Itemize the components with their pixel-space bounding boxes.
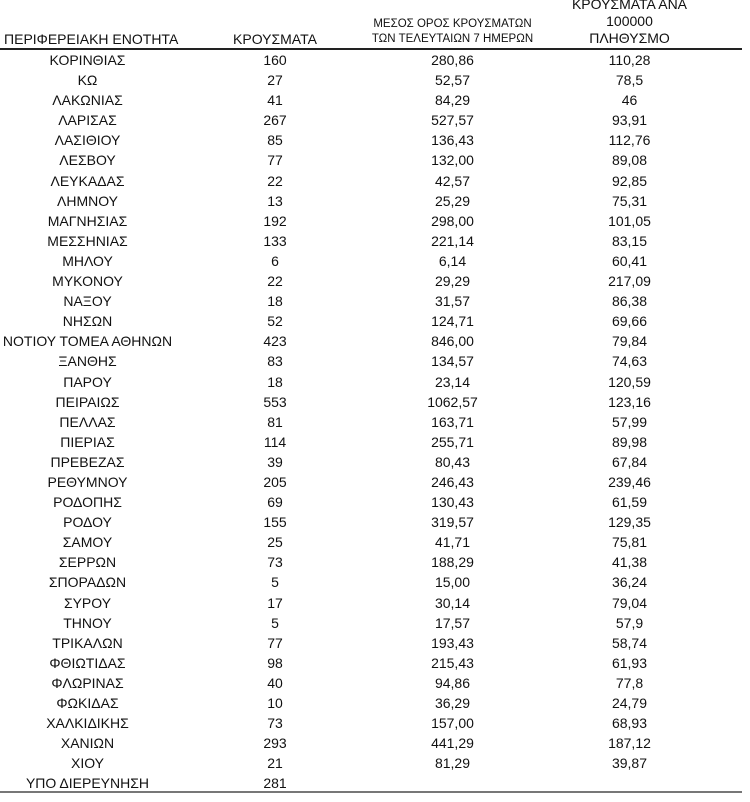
cell-avg7: 846,00 (431, 333, 474, 350)
cell-per100k: 46 (621, 92, 638, 109)
cell-per100k: 110,28 (608, 52, 651, 68)
table-row (0, 432, 742, 452)
table-row (0, 512, 742, 532)
table-row (0, 90, 742, 110)
cell-region: ΛΑΚΩΝΙΑΣ (52, 92, 123, 109)
cell-per100k: 78,5 (615, 72, 644, 89)
cell-avg7: 15,00 (434, 574, 471, 591)
cell-per100k: 61,93 (611, 654, 648, 671)
cell-region: ΥΠΟ ΔΙΕΡΕΥΝΗΣΗ (25, 775, 150, 792)
cell-cases: 18 (267, 373, 283, 390)
cell-region: ΦΩΚΙΔΑΣ (56, 695, 119, 711)
cell-avg7: 31,57 (434, 293, 471, 310)
cell-avg7: 84,29 (434, 92, 471, 109)
cell-per100k: 89,08 (611, 152, 648, 169)
cell-region: ΚΟΡΙΝΘΙΑΣ (49, 52, 126, 68)
cell-avg7: 163,71 (431, 413, 474, 430)
cell-cases: 5 (271, 614, 279, 631)
table-row (0, 110, 742, 130)
cell-region: ΡΟΔΟΠΗΣ (53, 494, 122, 511)
cell-per100k: 77,8 (615, 674, 644, 691)
cell-region: ΛΕΣΒΟΥ (59, 152, 116, 169)
cell-cases: 10 (267, 695, 283, 711)
cell-per100k: 41,38 (611, 554, 648, 571)
cell-avg7: 6,14 (438, 252, 467, 269)
cell-per100k: 239,46 (608, 473, 651, 490)
cell-cases: 52 (267, 313, 283, 330)
cell-region: ΧΑΛΚΙΔΙΚΗΣ (46, 715, 129, 732)
header-region (0, 31, 179, 47)
cell-cases: 81 (267, 413, 283, 430)
table-row (0, 653, 742, 673)
cell-region: ΦΛΩΡΙΝΑΣ (51, 674, 124, 691)
cell-cases: 40 (267, 674, 283, 691)
cell-avg7: 36,29 (434, 695, 471, 711)
cell-per100k: 86,38 (611, 293, 648, 310)
header-region-label: ΠΕΡΙΦΕΡΕΙΑΚΗ ΕΝΟΤΗΤΑ (4, 31, 179, 47)
cell-region: ΣΑΜΟΥ (62, 534, 113, 551)
cell-cases: 98 (267, 654, 283, 671)
cell-per100k: 75,81 (611, 534, 648, 551)
header-avg7-line1: ΜΕΣΟΣ ΟΡΟΣ ΚΡΟΥΣΜΑΤΩΝ (373, 18, 532, 30)
cell-region: ΛΑΡΙΣΑΣ (58, 112, 117, 129)
cell-avg7: 298,00 (431, 212, 474, 229)
cell-cases: 41 (267, 92, 283, 109)
table-row (0, 392, 742, 412)
cell-cases: 22 (267, 172, 283, 189)
cell-avg7: 17,57 (434, 614, 471, 631)
table-row (0, 452, 742, 472)
table-row (0, 271, 742, 291)
cell-cases: 293 (263, 735, 287, 752)
cell-avg7: 130,43 (431, 494, 474, 511)
table-row (0, 593, 742, 613)
cell-per100k: 67,84 (611, 453, 648, 470)
table-row (0, 673, 742, 693)
cell-cases: 192 (263, 212, 287, 229)
cell-avg7: 157,00 (431, 715, 474, 732)
cell-per100k: 74,63 (611, 353, 648, 370)
cell-avg7: 42,57 (434, 172, 471, 189)
cell-avg7: 30,14 (434, 594, 471, 611)
table-row (0, 372, 742, 392)
cell-cases: 281 (263, 775, 287, 792)
cell-per100k: 187,12 (608, 735, 651, 752)
cell-cases: 205 (263, 473, 287, 490)
cell-region: ΝΑΞΟΥ (63, 293, 112, 310)
cell-per100k: 83,15 (611, 232, 648, 249)
cell-per100k: 123,16 (608, 393, 651, 410)
cell-per100k: 60,41 (611, 252, 648, 269)
cell-region: ΡΕΘΥΜΝΟΥ (47, 473, 128, 490)
cell-avg7: 1062,57 (427, 393, 478, 410)
table-row (0, 251, 742, 271)
cell-cases: 133 (263, 232, 287, 249)
cell-region: ΠΕΙΡΑΙΩΣ (55, 393, 120, 410)
cell-per100k: 92,85 (611, 172, 648, 189)
cell-region: ΣΠΟΡΑΔΩΝ (48, 574, 127, 591)
cell-region: ΞΑΝΘΗΣ (58, 353, 117, 370)
cell-per100k: 68,93 (611, 715, 648, 732)
table-row (0, 572, 742, 592)
cell-avg7: 41,71 (434, 534, 471, 551)
cell-region: ΠΑΡΟΥ (63, 373, 112, 390)
table-row (0, 231, 742, 251)
cell-region: ΚΩ (77, 72, 98, 89)
table-row (0, 633, 742, 653)
table-body (0, 50, 742, 793)
cell-region: ΣΥΡΟΥ (63, 594, 112, 611)
cell-avg7: 527,57 (431, 112, 474, 129)
cell-cases: 18 (267, 293, 283, 310)
cell-per100k: 39,87 (611, 755, 648, 772)
table-header (0, 0, 742, 50)
cell-region: ΛΕΥΚΑΔΑΣ (50, 172, 125, 189)
cell-cases: 73 (267, 715, 283, 732)
cell-cases: 21 (267, 755, 283, 772)
table-row (0, 713, 742, 733)
cell-cases: 267 (263, 112, 287, 129)
table-row (0, 211, 742, 231)
cell-cases: 27 (267, 72, 283, 89)
cell-avg7: 80,43 (434, 453, 471, 470)
cell-per100k: 24,79 (611, 695, 648, 711)
table-row (0, 171, 742, 191)
header-cases-label: ΚΡΟΥΣΜΑΤΑ (233, 31, 317, 47)
bottom-rule (0, 791, 742, 793)
cell-avg7: 280,86 (431, 52, 474, 68)
cell-per100k: 57,9 (615, 614, 644, 631)
header-per100k-line1: ΚΡΟΥΣΜΑΤΑ ΑΝΑ 100000 (571, 0, 688, 29)
header-per100k (552, 0, 707, 47)
cell-cases: 83 (267, 353, 283, 370)
cell-per100k: 129,35 (608, 514, 651, 531)
table-row (0, 331, 742, 351)
cell-per100k: 93,91 (611, 112, 648, 129)
table-row (0, 753, 742, 773)
cell-cases: 423 (263, 333, 287, 350)
cell-region: ΝΟΤΙΟΥ ΤΟΜΕΑ ΑΘΗΝΩΝ (2, 333, 173, 350)
cell-avg7: 188,29 (431, 554, 474, 571)
cell-per100k: 112,76 (608, 132, 651, 149)
cell-avg7: 94,86 (434, 674, 471, 691)
cell-region: ΛΗΜΝΟΥ (56, 192, 118, 209)
cell-avg7: 215,43 (431, 654, 474, 671)
cell-avg7: 255,71 (431, 433, 474, 450)
table-row (0, 291, 742, 311)
table-row (0, 693, 742, 713)
cell-region: ΧΙΟΥ (70, 755, 104, 772)
cell-per100k: 120,59 (608, 373, 651, 390)
cell-per100k: 101,05 (608, 212, 651, 229)
header-avg7 (365, 17, 540, 47)
cell-avg7: 221,14 (431, 232, 474, 249)
cell-region: ΦΘΙΩΤΙΔΑΣ (49, 654, 126, 671)
cell-per100k: 79,04 (611, 594, 648, 611)
cell-per100k: 89,98 (611, 433, 648, 450)
cell-per100k: 57,99 (611, 413, 648, 430)
cell-avg7: 25,29 (434, 192, 471, 209)
cell-cases: 85 (267, 132, 283, 149)
header-cases (220, 31, 330, 47)
cell-cases: 69 (267, 494, 283, 511)
cell-cases: 6 (271, 252, 279, 269)
cell-per100k: 36,24 (611, 574, 648, 591)
cell-avg7: 441,29 (431, 735, 474, 752)
cell-region: ΣΕΡΡΩΝ (58, 554, 117, 571)
cell-region: ΤΡΙΚΑΛΩΝ (52, 634, 123, 651)
table-row (0, 50, 742, 70)
cell-per100k: 79,84 (611, 333, 648, 350)
table-row (0, 532, 742, 552)
cell-region: ΝΗΣΩΝ (62, 313, 113, 330)
table-row (0, 70, 742, 90)
cell-region: ΠΕΛΛΑΣ (59, 413, 116, 430)
cell-avg7: 136,43 (431, 132, 474, 149)
header-avg7-line2: ΤΩΝ ΤΕΛΕΥΤΑΙΩΝ 7 ΗΜΕΡΩΝ (371, 33, 534, 45)
cell-avg7: 246,43 (431, 473, 474, 490)
cell-region: ΜΗΛΟΥ (62, 252, 113, 269)
table-row (0, 412, 742, 432)
table-row (0, 150, 742, 170)
cell-avg7: 319,57 (431, 514, 474, 531)
cell-cases: 73 (267, 554, 283, 571)
cell-region: ΡΟΔΟΥ (63, 514, 112, 531)
cell-cases: 22 (267, 273, 283, 290)
cell-per100k: 61,59 (611, 494, 648, 511)
cell-avg7: 124,71 (431, 313, 474, 330)
cell-cases: 114 (263, 433, 287, 450)
header-per100k-line2: ΠΛΗΘΥΣΜΟ (589, 30, 670, 46)
cell-cases: 25 (267, 534, 283, 551)
table-row (0, 311, 742, 331)
cell-region: ΠΙΕΡΙΑΣ (60, 433, 115, 450)
cell-avg7: 29,29 (434, 273, 471, 290)
cell-cases: 155 (263, 514, 287, 531)
table-row (0, 733, 742, 753)
table-row (0, 492, 742, 512)
cell-per100k: 58,74 (611, 634, 648, 651)
cell-avg7: 23,14 (434, 373, 471, 390)
table-row (0, 472, 742, 492)
cell-avg7: 193,43 (431, 634, 474, 651)
cell-avg7: 132,00 (431, 152, 474, 169)
table-row (0, 351, 742, 371)
cell-per100k: 217,09 (608, 273, 651, 290)
cell-cases: 39 (267, 453, 283, 470)
table-row (0, 613, 742, 633)
cell-cases: 160 (263, 52, 287, 68)
cell-region: ΛΑΣΙΘΙΟΥ (54, 132, 121, 149)
table-row (0, 130, 742, 150)
cell-cases: 553 (263, 393, 287, 410)
table-row (0, 552, 742, 572)
cell-cases: 77 (267, 152, 283, 169)
cell-per100k: 75,31 (611, 192, 648, 209)
cell-region: ΜΕΣΣΗΝΙΑΣ (47, 232, 128, 249)
cell-region: ΜΑΓΝΗΣΙΑΣ (47, 212, 128, 229)
cell-per100k: 69,66 (611, 313, 648, 330)
cell-avg7: 134,57 (431, 353, 474, 370)
cell-region: ΠΡΕΒΕΖΑΣ (50, 453, 125, 470)
cell-cases: 5 (271, 574, 279, 591)
cell-region: ΧΑΝΙΩΝ (60, 735, 115, 752)
table-row (0, 191, 742, 211)
cell-cases: 17 (267, 594, 283, 611)
cell-avg7: 52,57 (434, 72, 471, 89)
cell-cases: 77 (267, 634, 283, 651)
cell-region: ΤΗΝΟΥ (63, 614, 112, 631)
cell-cases: 13 (267, 192, 283, 209)
cell-avg7: 81,29 (434, 755, 471, 772)
cell-region: ΜΥΚΟΝΟΥ (52, 273, 123, 290)
